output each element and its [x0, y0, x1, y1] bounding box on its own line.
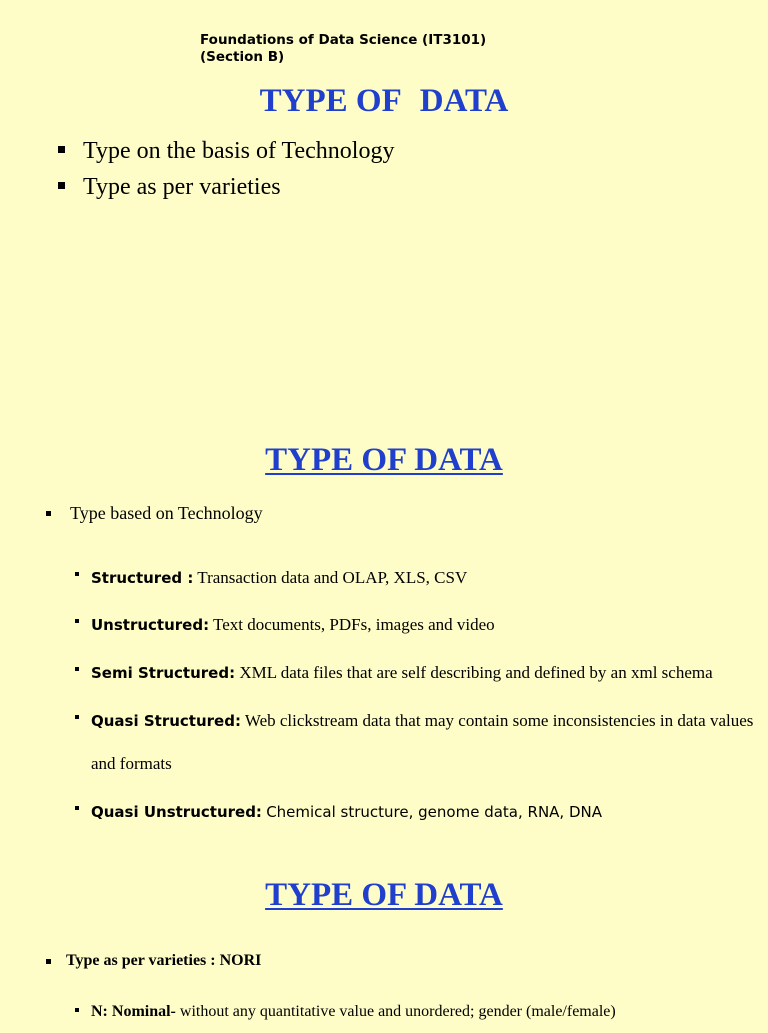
item-term: Quasi Structured:: [91, 712, 241, 730]
bullet-square-icon: [58, 182, 65, 189]
item-desc: without any quantitative value and unordered; gender (male/female): [179, 1003, 616, 1020]
bullet-square-icon: [75, 806, 79, 810]
list-item: [91, 990, 616, 1033]
list-item: [91, 651, 713, 695]
bullet-square-icon: [75, 619, 79, 623]
item-term: Unstructured:: [91, 616, 210, 634]
course-section: (Section B): [200, 49, 285, 65]
item-term: Quasi Unstructured:: [91, 803, 262, 821]
slide-3: [0, 865, 768, 1024]
slide-2: [0, 430, 768, 865]
item-term: N: Nominal-: [91, 1003, 176, 1020]
item-desc: Transaction data and OLAP, XLS, CSV: [197, 568, 468, 587]
list-item: [91, 603, 495, 647]
course-title: Foundations of Data Science (IT3101): [200, 32, 487, 48]
item-term: Semi Structured:: [91, 664, 236, 682]
slide-title: TYPE OF DATA: [265, 442, 503, 478]
list-item: [91, 699, 753, 743]
slide-title: TYPE OF DATA: [265, 877, 503, 913]
bullet-square-icon: [75, 715, 79, 719]
item-desc: Chemical structure, genome data, RNA, DNA: [266, 803, 602, 821]
bullet-square-icon: [75, 572, 79, 576]
item-term: Structured :: [91, 569, 194, 587]
item-desc: Web clickstream data that may contain some inconsistencies in data values: [244, 711, 754, 730]
bullet-item: Type as per varieties: [83, 174, 281, 200]
list-item: [91, 790, 602, 834]
slide-1: [0, 0, 768, 430]
bullet-square-icon: [75, 1008, 79, 1012]
bullet-intro: Type based on Technology: [70, 503, 263, 523]
list-item: [91, 556, 467, 600]
title-part2: DATA: [419, 83, 509, 119]
bullet-item: Type on the basis of Technology: [83, 138, 395, 164]
slide-title: [0, 83, 768, 120]
list-item-continuation: and formats: [91, 754, 172, 773]
bullet-square-icon: [75, 667, 79, 671]
bullet-square-icon: [58, 146, 65, 153]
item-desc: Text documents, PDFs, images and video: [213, 615, 495, 634]
item-desc: XML data files that are self describing and defined by an xml schema: [239, 663, 713, 682]
bullet-square-icon: [46, 959, 51, 964]
course-header: [200, 32, 486, 66]
bullet-square-icon: [46, 511, 51, 516]
title-part1: TYPE OF: [259, 83, 402, 119]
bullet-intro: Type as per varieties : NORI: [66, 952, 262, 969]
